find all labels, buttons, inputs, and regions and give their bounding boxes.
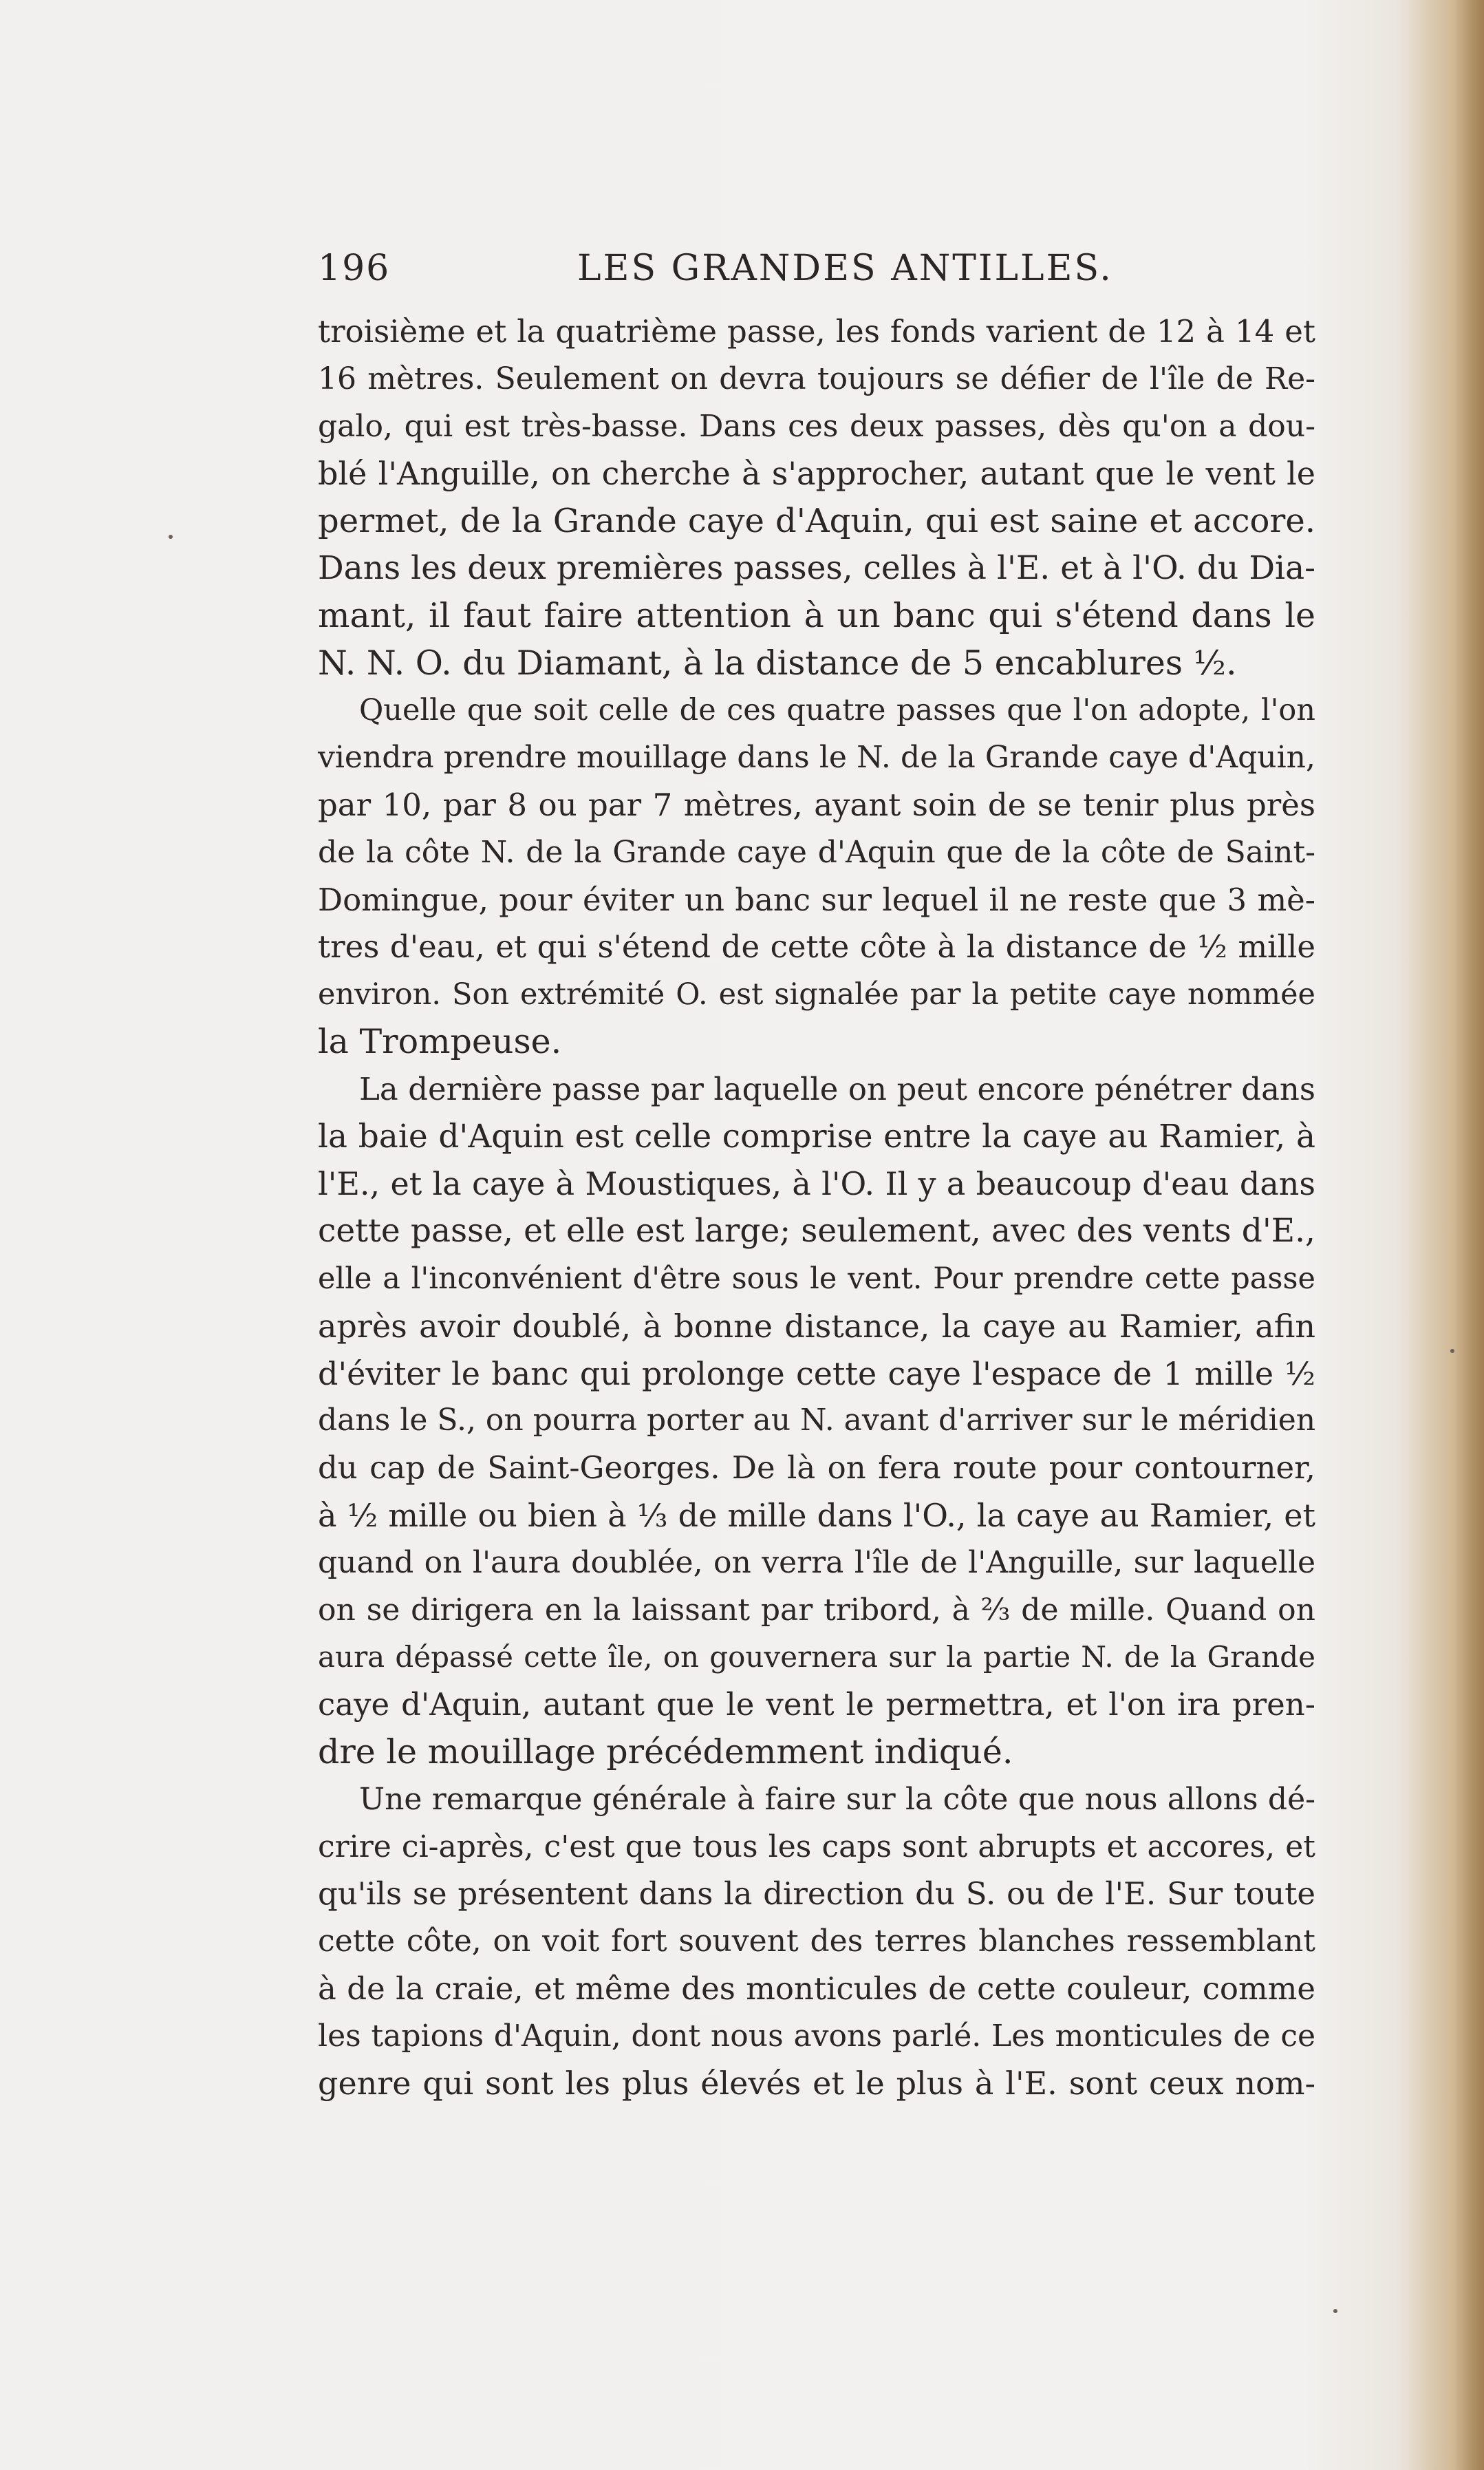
paper-speck [1450,1349,1454,1353]
text-line: cette passe, et elle est large; seulement, avec des vents d'E., [318,1212,1315,1250]
page-edge-shadow [1408,0,1484,2470]
text-line: galo, qui est très-basse. Dans ces deux passes, dès qu'on a dou- [318,408,1315,444]
text-line: d'éviter le banc qui prolonge cette caye l'espace de 1 mille ½ [318,1354,1315,1392]
text-line: du cap de Saint-Georges. De là on fera route pour contourner, [318,1449,1315,1487]
text-line: elle a l'inconvénient d'être sous le vent. Pour prendre cette passe [318,1261,1315,1296]
text-line: tres d'eau, et qui s'étend de cette côte à la distance de ½ mille [318,928,1315,966]
text-line: les tapions d'Aquin, dont nous avons parlé. Les monticules de ce [318,2018,1315,2054]
text-line: dre le mouillage précédemment indiqué. [318,1732,1013,1771]
text-line: la baie d'Aquin est celle comprise entre la caye au Ramier, à [318,1117,1315,1156]
text-line: la Trompeuse. [318,1021,562,1061]
page-header [318,248,1315,296]
text-line: l'E., et la caye à Moustiques, à l'O. Il y a beaucoup d'eau dans [318,1165,1315,1203]
text-line: cette côte, on voit fort souvent des terres blanches ressemblant [318,1924,1315,1959]
paragraph-first-line: La dernière passe par laquelle on peut encore pénétrer dans [359,1070,1315,1107]
text-line: environ. Son extrémité O. est signalée par la petite caye nommée [318,977,1315,1012]
text-line: troisième et la quatrième passe, les fonds varient de 12 à 14 et [318,313,1315,350]
text-line: par 10, par 8 ou par 7 mètres, ayant soin de se tenir plus près [318,786,1315,823]
text-line: à ½ mille ou bien à ⅓ de mille dans l'O., la caye au Ramier, et [318,1496,1315,1534]
paragraph-first-line: Quelle que soit celle de ces quatre passes que l'on adopte, l'on [359,693,1315,728]
text-line: caye d'Aquin, autant que le vent le permettra, et l'on ira pren- [318,1686,1315,1723]
text-line: 16 mètres. Seulement on devra toujours se défier de l'île de Re- [318,361,1315,396]
text-line: N. N. O. du Diamant, à la distance de 5 encablures ½. [318,643,1237,683]
text-line: mant, il faut faire attention à un banc qui s'étend dans le [318,595,1315,635]
text-line: blé l'Anguille, on cherche à s'approcher, autant que le vent le [318,455,1315,493]
text-line: viendra prendre mouillage dans le N. de la Grande caye d'Aquin, [318,740,1315,776]
text-line: quand on l'aura doublée, on verra l'île de l'Anguille, sur laquelle [318,1544,1315,1580]
text-line: aura dépassé cette île, on gouvernera sur la partie N. de la Grande [318,1640,1315,1674]
text-line: dans le S., on pourra porter au N. avant d'arriver sur le méridien [318,1403,1316,1438]
page-number: 196 [318,248,391,289]
paper-speck [1333,2309,1337,2313]
paragraph-first-line: Une remarque générale à faire sur la côte que nous allons dé- [359,1781,1315,1817]
text-line: Dans les deux premières passes, celles à l'E. et à l'O. du Dia- [318,549,1315,587]
paper-speck [169,535,173,539]
text-line: de la côte N. de la Grande caye d'Aquin que de la côte de Saint- [318,834,1315,870]
text-line: Domingue, pour éviter un banc sur lequel il ne reste que 3 mè- [318,881,1315,918]
body-text [318,308,1315,2107]
text-line: permet, de la Grande caye d'Aquin, qui est saine et accore. [318,502,1315,541]
text-line: genre qui sont les plus élevés et le plus à l'E. sont ceux nom- [318,2065,1315,2102]
text-line: à de la craie, et même des monticules de cette couleur, comme [318,1970,1315,2007]
text-line: on se dirigera en la laissant par tribord, à ⅔ de mille. Quand on [318,1592,1315,1628]
running-title: LES GRANDES ANTILLES. [577,248,1113,289]
text-line: crire ci-après, c'est que tous les caps sont abrupts et accores, et [318,1829,1315,1864]
text-line: après avoir doublé, à bonne distance, la caye au Ramier, afin [318,1307,1315,1345]
text-line: qu'ils se présentent dans la direction du S. ou de l'E. Sur toute [318,1875,1315,1913]
